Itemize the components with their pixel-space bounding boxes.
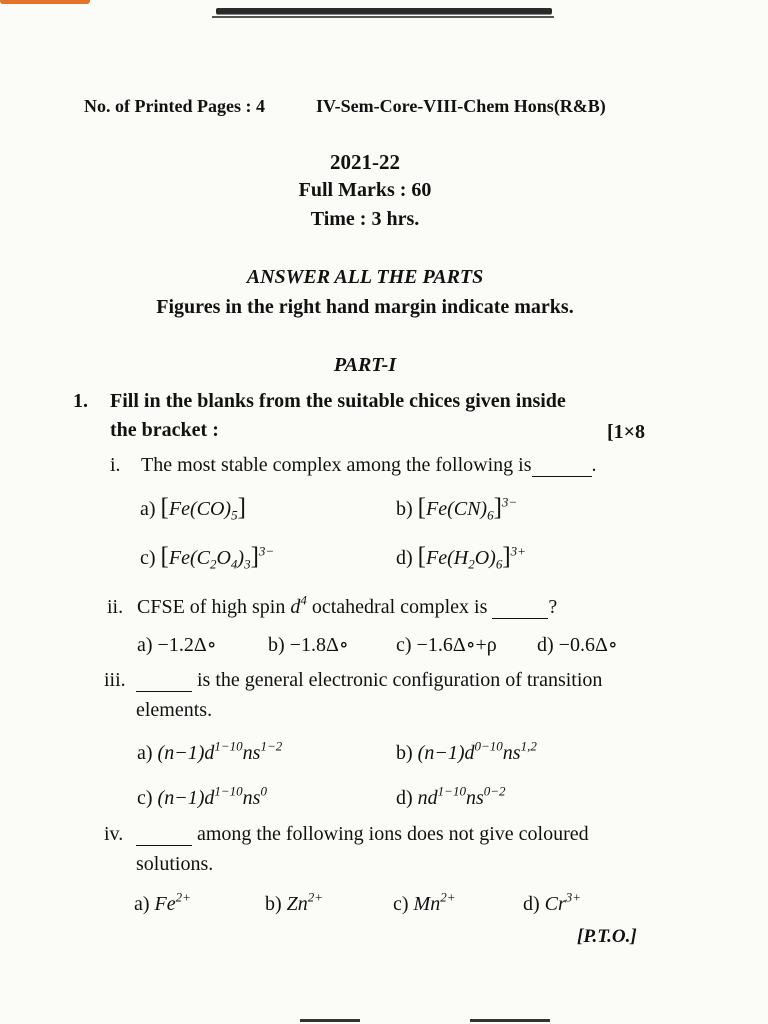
item-i-question: The most stable complex among the following is — [141, 454, 532, 476]
item-iv-text: among the following ions does not give coloured — [136, 823, 589, 846]
item-i-option-a: a) $[Fe(CO)_5]$ — [140, 494, 246, 523]
ion-cr3: $Cr^{3+}$ — [544, 889, 582, 915]
bottom-edge-mark — [300, 1019, 360, 1022]
answer-blank — [492, 618, 548, 619]
printed-pages: No. of Printed Pages : 4 — [84, 96, 265, 116]
item-iii-option-a: a) $(n-1)d^{1-10}ns^{1-2}$ — [137, 738, 283, 764]
bottom-edge-mark — [470, 1019, 550, 1022]
item-i-label: i. — [110, 454, 121, 476]
item-ii-option-c: c) −1.6Δ∘+ρ — [396, 634, 497, 656]
formula-fe-co5: $[Fe(CO)_5]$ — [160, 494, 246, 523]
item-iv-text-cont: solutions. — [136, 853, 214, 875]
top-binding-strip — [216, 8, 552, 14]
full-marks: Full Marks : 60 — [298, 179, 432, 201]
item-i-text: The most stable complex among the following is . — [141, 454, 597, 476]
item-iii-option-c: c) $(n-1)d^{1-10}ns^0$ — [137, 783, 267, 809]
top-binding-line — [212, 16, 554, 18]
config-d: $nd^{1-10}ns^{0-2}$ — [417, 783, 506, 809]
question-number: 1. — [73, 390, 88, 412]
instruction-marks: Figures in the right hand margin indicate marks. — [156, 296, 574, 318]
item-iii-option-b: b) $(n-1)d^{0-10}ns^{1,2}$ — [396, 738, 537, 764]
config-a: $(n-1)d^{1-10}ns^{1-2}$ — [157, 738, 283, 764]
part-title: PART-I — [333, 354, 397, 376]
exam-time: Time : 3 hrs. — [310, 208, 420, 230]
item-iv-option-d: d) $Cr^{3+}$ — [523, 889, 582, 915]
answer-blank — [532, 476, 592, 477]
item-iv-label: iv. — [104, 823, 124, 845]
exam-year: 2021-22 — [330, 150, 400, 174]
d4-config: $d^4$ — [290, 592, 307, 618]
item-iii-text: is the general electronic configuration of transition — [136, 669, 602, 692]
item-iv-option-c: c) $Mn^{2+}$ — [393, 889, 456, 915]
item-iii-text-cont: elements. — [136, 699, 213, 721]
formula-fe-h2o6: $[Fe(H_2O)_6]^{3+}$ — [417, 543, 526, 572]
item-ii-option-d: d) −0.6Δ∘ — [537, 634, 618, 656]
question-marks: [1×8 — [607, 421, 646, 443]
paper-code: IV-Sem-Core-VIII-Chem Hons(R&B) — [316, 96, 606, 116]
item-ii-text: CFSE of high spin $d^4$ octahedral complex is ? — [137, 592, 558, 618]
ion-fe2: $Fe^{2+}$ — [154, 889, 191, 915]
item-i-option-d: d) $[Fe(H_2O)_6]^{3+}$ — [396, 543, 526, 572]
page-turn-over: [P.T.O.] — [577, 926, 637, 947]
item-ii-option-b: b) −1.8Δ∘ — [268, 634, 349, 656]
item-iv-option-b: b) $Zn^{2+}$ — [265, 889, 324, 915]
formula-fe-cn6: $[Fe(CN)_6]^{3-}$ — [417, 494, 518, 523]
answer-blank — [136, 691, 192, 692]
instruction-heading: ANSWER ALL THE PARTS — [246, 266, 484, 288]
config-b: $(n-1)d^{0-10}ns^{1,2}$ — [417, 738, 537, 764]
formula-fe-oxalate: $[Fe(C_2O_4)_3]^{3-}$ — [160, 543, 275, 572]
answer-blank — [136, 845, 192, 846]
item-iii-option-d: d) $nd^{1-10}ns^{0-2}$ — [396, 783, 506, 809]
item-i-option-b: b) $[Fe(CN)_6]^{3-}$ — [396, 494, 518, 523]
item-ii-option-a: a) −1.2Δ∘ — [137, 634, 217, 656]
page-corner-mark — [0, 0, 90, 4]
item-i-option-c: c) $[Fe(C_2O_4)_3]^{3-}$ — [140, 543, 275, 572]
item-iv-option-a: a) $Fe^{2+}$ — [134, 889, 191, 915]
question-text-cont: the bracket : — [110, 419, 219, 441]
item-ii-label: ii. — [107, 596, 124, 618]
ion-mn2: $Mn^{2+}$ — [413, 889, 456, 915]
config-c: $(n-1)d^{1-10}ns^0$ — [157, 783, 267, 809]
item-iii-label: iii. — [104, 669, 126, 691]
question-text: Fill in the blanks from the suitable chices given inside — [110, 390, 566, 412]
ion-zn2: $Zn^{2+}$ — [286, 889, 324, 915]
